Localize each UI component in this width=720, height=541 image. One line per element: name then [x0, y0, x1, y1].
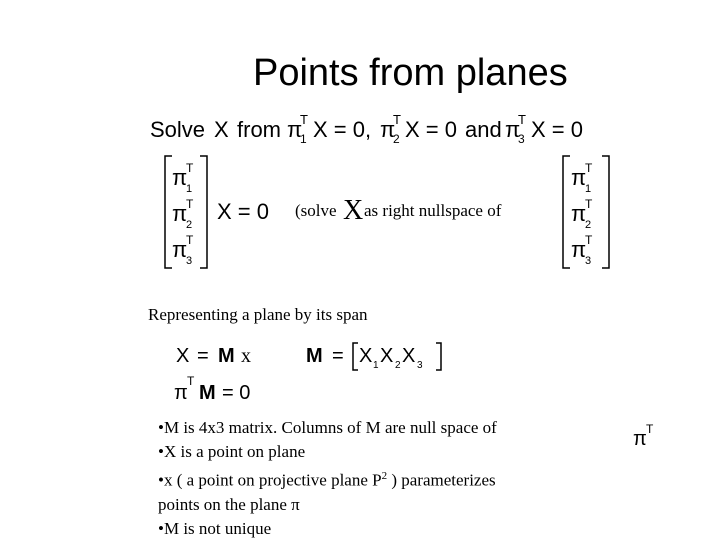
slide-title: Points from planes	[253, 52, 568, 94]
span-eq2-X2: X	[380, 345, 394, 367]
span-heading: Representing a plane by its span	[148, 305, 368, 324]
span-eq3-M: M	[199, 382, 216, 404]
rmatrix-pi1-sub: 1	[585, 183, 592, 195]
pi1-transpose: T	[300, 112, 308, 127]
nullspace-note	[295, 195, 502, 226]
span-eq2-sub1: 1	[373, 360, 379, 371]
span-eq1-x: x	[241, 345, 251, 367]
span-eq1-M: M	[218, 345, 235, 367]
matrix-pi1-T: T	[186, 161, 194, 175]
span-eq2-X3: X	[402, 345, 416, 367]
pi3-transpose: T	[518, 112, 526, 127]
side-pi-T: T	[646, 422, 654, 436]
span-eq3-T: T	[187, 374, 195, 388]
span-eq1-X: X	[176, 345, 190, 367]
pi1-symbol: π	[287, 117, 303, 142]
pi2-symbol: π	[380, 117, 396, 142]
span-eq2-sub2: 2	[395, 360, 401, 371]
note-X: X	[343, 195, 364, 226]
note-tail: as right nullspace of	[364, 201, 502, 220]
span-equation-3	[174, 374, 250, 404]
bullet-2-text: X is a point on plane	[163, 442, 306, 461]
span-eq3-tail: = 0	[222, 382, 251, 404]
solve-word: Solve	[150, 117, 206, 142]
span-eq2-X1: X	[359, 345, 373, 367]
bullet-list	[158, 416, 578, 541]
matrix-pi2-T: T	[186, 197, 194, 211]
left-matrix-open-bracket	[165, 156, 172, 268]
rmatrix-pi3: π	[571, 237, 587, 262]
matrix-pi3-T: T	[186, 233, 194, 247]
bullet-3: •x ( a point on projective plane $P^2$ ) parameterizes	[158, 470, 496, 490]
pi2-subscript: 2	[393, 132, 400, 146]
pi2-transpose: T	[393, 112, 401, 127]
bullet-3-text-post: ) parameterizes	[387, 470, 496, 490]
bullet-3-continuation: points on the plane π	[158, 494, 300, 514]
bullet-1: •M is 4x3 matrix. Columns of M are null space of	[158, 418, 497, 437]
right-matrix	[563, 156, 609, 268]
rmatrix-pi2-T: T	[585, 197, 593, 211]
pi1-subscript: 1	[300, 132, 307, 146]
rmatrix-pi3-sub: 3	[585, 255, 592, 267]
span-eq2-open-bracket	[353, 343, 358, 370]
from-word: from	[237, 117, 281, 142]
note-solve: (solve	[295, 201, 337, 220]
bullet-2: •X is a point on plane	[158, 442, 306, 461]
span-eq3-pi: π	[174, 382, 188, 404]
matrix-pi2-sub: 2	[186, 219, 193, 231]
eq2: X = 0	[405, 117, 457, 142]
bullet-3-superscript: 2	[381, 470, 388, 482]
span-eq2-sub3: 3	[417, 360, 423, 371]
span-eq1-equals: =	[197, 345, 209, 367]
span-eq2-close-bracket	[436, 343, 441, 370]
side-pi: π	[633, 428, 647, 450]
bullet-4-text: M is not unique	[163, 518, 272, 538]
pi3-subscript: 3	[518, 132, 525, 146]
matrix-pi3-sub: 3	[186, 255, 193, 267]
right-matrix-open-bracket	[563, 156, 570, 268]
matrix-rhs: X = 0	[217, 199, 269, 224]
matrix-pi1: π	[172, 165, 188, 190]
left-matrix-close-bracket	[200, 156, 207, 268]
span-eq2-equals: =	[332, 345, 344, 367]
rmatrix-pi2-sub: 2	[585, 219, 592, 231]
span-equation-2	[306, 343, 441, 371]
left-matrix	[165, 156, 269, 268]
rmatrix-pi3-T: T	[585, 233, 593, 247]
bullet-4: •M is not unique	[158, 518, 272, 538]
matrix-pi2: π	[172, 201, 188, 226]
solve-equation-line	[150, 112, 583, 146]
side-pi-transpose	[633, 422, 654, 450]
rmatrix-pi1: π	[571, 165, 587, 190]
matrix-pi1-sub: 1	[186, 183, 193, 195]
solve-X: X	[214, 117, 229, 142]
matrix-pi3: π	[172, 237, 188, 262]
right-matrix-close-bracket	[602, 156, 609, 268]
rmatrix-pi2: π	[571, 201, 587, 226]
eq1: X = 0,	[313, 117, 372, 142]
eq3: X = 0	[531, 117, 583, 142]
span-eq2-M: M	[306, 345, 323, 367]
pi3-symbol: π	[505, 117, 521, 142]
bullet-1-text: M is 4x3 matrix. Columns of M are null space of	[163, 418, 497, 437]
rmatrix-pi1-T: T	[585, 161, 593, 175]
and-word: and	[465, 117, 502, 142]
bullet-3-text-pre: x ( a point on projective plane P	[163, 470, 382, 490]
span-equation-1	[176, 345, 251, 367]
